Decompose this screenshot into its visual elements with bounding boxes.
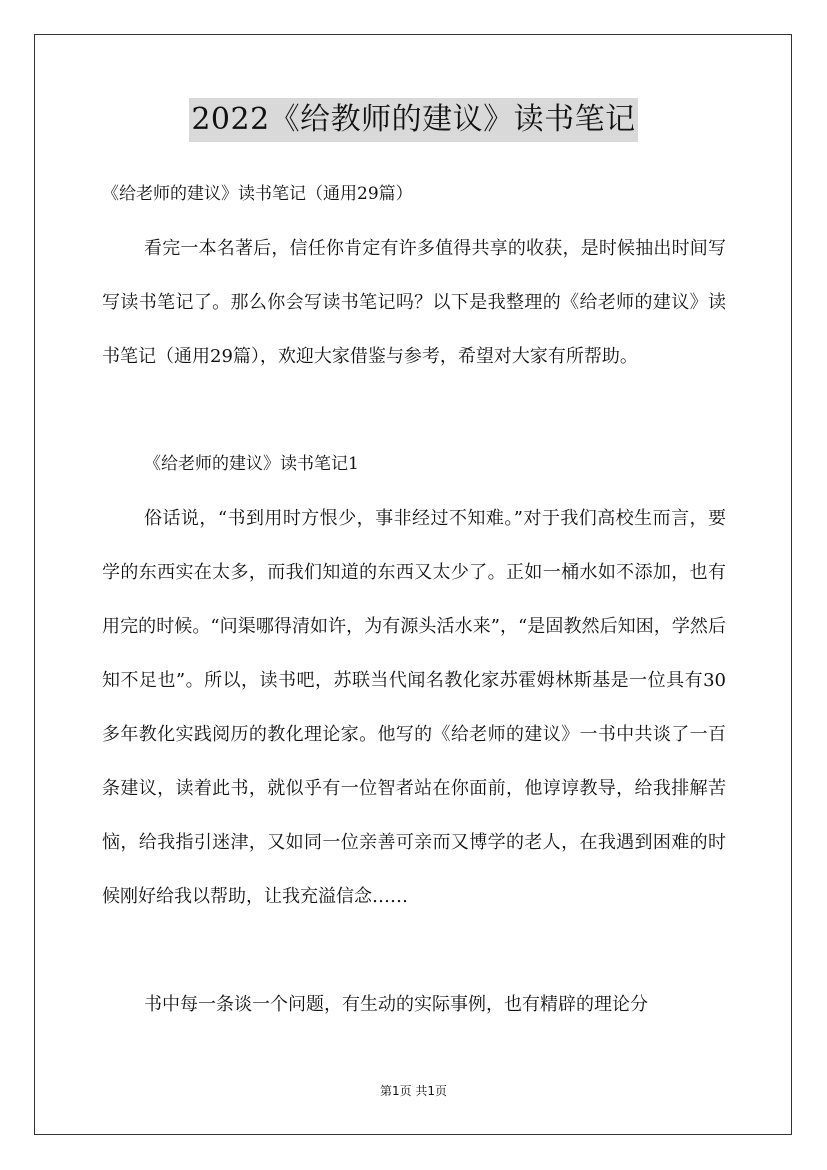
document-title: 2022《给教师的建议》读书笔记 (189, 98, 637, 142)
intro-paragraph: 看完一本名著后，信任你肯定有许多值得共享的收获，是时候抽出时间写写读书笔记了。那么你会写读书笔记吗？以下是我整理的《给老师的建议》读书笔记（通用29篇），欢迎大家借鉴与参考，希望对大家有所帮助。 (102, 238, 726, 367)
section-heading: 《给老师的建议》读书笔记1 (144, 454, 359, 474)
body-paragraph-2: 书中每一条谈一个问题，有生动的实际事例，也有精辟的理论分 (144, 994, 648, 1015)
title-container (0, 98, 827, 142)
page-footer: 第1页 共1页 (379, 1084, 448, 1098)
body-paragraph-1: 俗话说，“书到用时方恨少，事非经过不知难。”对于我们高校生而言，要学的东西实在太多，而我们知道的东西又太少了。正如一桶水如不添加，也有用完的时候。“问渠哪得清如许，为有源头活水来”，“是固教然后知困，学然后知不足也”。所以，读书吧，苏联当代闻名教化家苏霍姆林斯基是一位具有30多年教化实践阅历的教化理论家。他写的《给老师的建议》一书中共谈了一百条建议，读着此书，就似乎有一位智者站在你面前，他谆谆教导，给我排解苦恼，给我指引迷津，又如同一位亲善可亲而又博学的老人，在我遇到困难的时候刚好给我以帮助，让我充溢信念…… (102, 508, 726, 907)
document-subtitle: 《给老师的建议》读书笔记（通用29篇） (102, 184, 413, 204)
